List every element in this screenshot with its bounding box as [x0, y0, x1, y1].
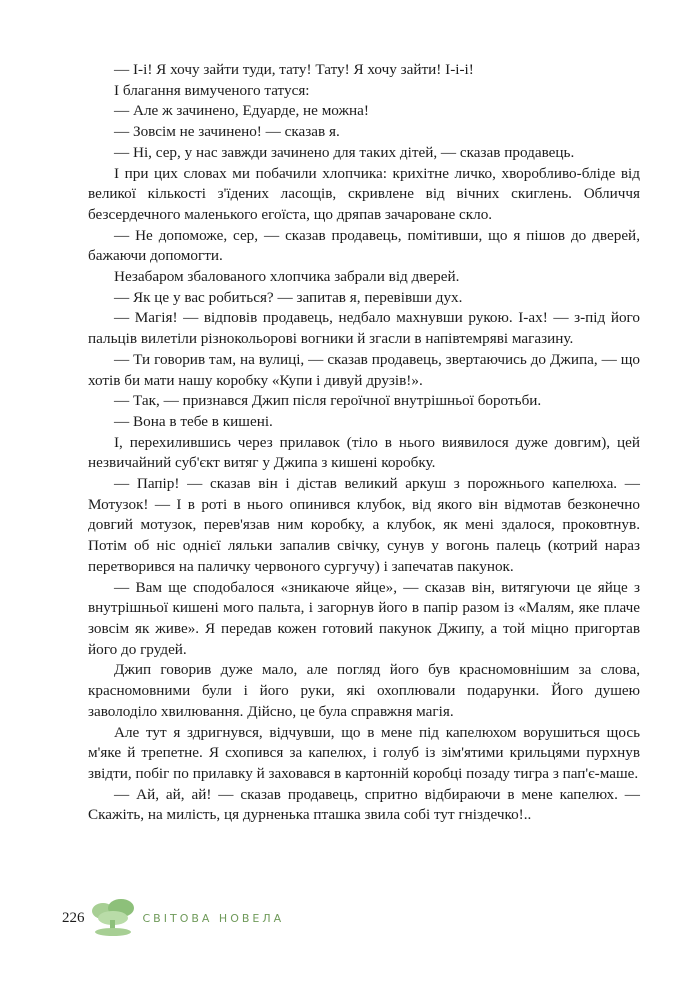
paragraph: — Так, — признався Джип після героїчної внутрішньої боротьби.: [114, 392, 542, 410]
paragraph: — Вона в тебе в кишені.: [114, 412, 273, 430]
page-text: [88, 60, 640, 826]
paragraph: — Ай, ай, ай! — сказав продавець, спритно відбираючи в мене капелюх. — Скажіть, на милість, ця дурненька пташка звила собі тут гніздечко!..: [88, 785, 640, 824]
paragraph: І, перехилившись через прилавок (тіло в нього виявилося дуже довгим), цей незвичайний суб'єкт витяг у Джипа з кишені коробку.: [88, 433, 640, 472]
paragraph: — Але ж зачинено, Едуарде, не можна!: [114, 102, 369, 120]
tree-icon: [89, 898, 137, 938]
paragraph: — Ти говорив там, на вулиці, — сказав продавець, звертаючись до Джипа, — що хотів би мати нашу коробку «Купи і дивуй друзів!».: [88, 350, 640, 389]
paragraph: — Як це у вас робиться? — запитав я, перевівши дух.: [114, 288, 463, 306]
paragraph: — Не допоможе, сер, — сказав продавець, помітивши, що я пішов до дверей, бажаючи допомогти.: [88, 226, 640, 265]
paragraph: Незабаром збалованого хлопчика забрали від дверей.: [114, 268, 460, 286]
paragraph: — Магія! — відповів продавець, недбало махнувши рукою. І-ах! — з-під його пальців вилетіли різнокольорові вогники й згасли в напівтемряві магазину.: [88, 309, 640, 348]
paragraph: Але тут я здригнувся, відчувши, що в мене під капелюхом ворушиться щось м'яке й трепетне. Я схопився за капелюх, і голуб із зім'ятими крильцями пурхнув звідти, побіг по прилавку й заховався в картонній коробці позаду тигра з пап'є-маше.: [88, 723, 640, 782]
paragraph: — Папір! — сказав він і дістав великий аркуш з порожнього капелюха. — Мотузок! — І в роті в нього опинився клубок, від якого він відмотав безконечно довгий мотузок, перев'язав ним коробку, а клубок, як мені здалося, проковтнув. Потім об ніс однієї ляльки запалив свічку, сунув у вогонь палець (котрий нараз перетворився на паличку червоного сургучу) і запечатав пакунок.: [88, 475, 640, 575]
page-number: 226: [62, 909, 85, 926]
paragraph: Джип говорив дуже мало, але погляд його був красномовнішим за слова, красномовними були і його руки, які охоплювали подарунки. Його душею заволоділо хвилювання. Дійсно, це була справжня магія.: [88, 661, 640, 720]
paragraph: — Ні, сер, у нас завжди зачинено для таких дітей, — сказав продавець.: [114, 143, 575, 161]
series-title: СВІТОВА НОВЕЛА: [142, 911, 285, 925]
page-footer: [62, 898, 284, 938]
paragraph: — І-і! Я хочу зайти туди, тату! Тату! Я хочу зайти! І-і-і!: [114, 61, 474, 78]
paragraph: І при цих словах ми побачили хлопчика: крихітне личко, хворобливо-бліде від великої кількості з'їдених ласощів, скривлене від вічних скиглень. Обличчя безсердечного маленького егоїста, що дряпав зачароване скло.: [88, 164, 640, 223]
paragraph: І благання вимученого татуся:: [114, 81, 310, 99]
paragraph: — Вам ще сподобалося «зникаюче яйце», — сказав він, витягуючи це яйце з внутрішньої кишені мого пальта, і загорнув його в папір разом із «Малям, яке плаче зовсім як живе». Я передав кожен готовий пакунок Джипу, а той міцно пригортав його до грудей.: [88, 578, 640, 658]
paragraph: — Зовсім не зачинено! — сказав я.: [114, 123, 340, 141]
